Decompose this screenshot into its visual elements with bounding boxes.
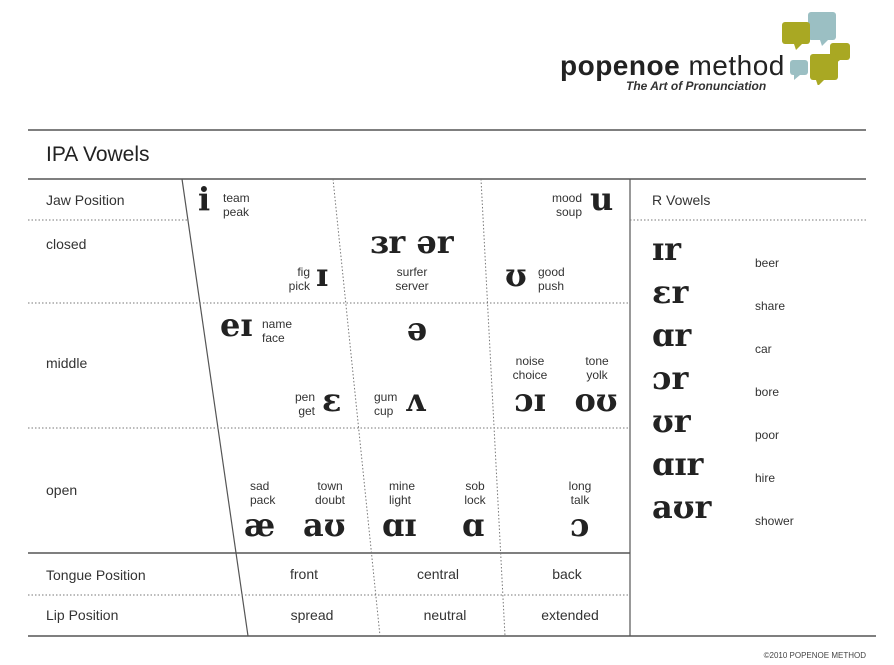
word: cup bbox=[374, 404, 394, 418]
ipa: ɑɪr bbox=[652, 445, 704, 483]
word: get bbox=[298, 404, 315, 418]
r-vowel-item bbox=[652, 488, 794, 531]
words-I bbox=[270, 265, 310, 293]
word: shower bbox=[755, 514, 794, 528]
r-vowels-list bbox=[652, 230, 794, 531]
brand-name-light: method bbox=[688, 50, 785, 81]
word: good bbox=[538, 265, 565, 279]
word: noise bbox=[515, 354, 545, 368]
word: sob bbox=[465, 479, 485, 493]
word: server bbox=[395, 279, 429, 293]
r-vowel-item bbox=[652, 359, 780, 402]
tongue-front: front bbox=[289, 566, 318, 582]
tongue-central: central bbox=[416, 566, 460, 582]
word: yolk bbox=[586, 368, 608, 382]
word: talk bbox=[570, 493, 590, 507]
r-vowel-item bbox=[652, 316, 772, 359]
ipa-schwa: ə bbox=[406, 310, 428, 348]
word: poor bbox=[755, 428, 780, 442]
ipa-o: ɔ bbox=[570, 506, 590, 544]
word: pack bbox=[250, 493, 276, 507]
word: soup bbox=[555, 205, 582, 219]
row-label-closed: closed bbox=[46, 236, 87, 252]
word: hire bbox=[755, 471, 776, 485]
r-vowel-item bbox=[652, 273, 786, 316]
word: choice bbox=[512, 368, 548, 382]
lip-spread: spread bbox=[290, 607, 334, 623]
word: peak bbox=[223, 205, 250, 219]
word: surfer bbox=[396, 265, 428, 279]
words-V bbox=[374, 390, 397, 418]
brand-tagline: The Art of Pronunciation bbox=[626, 79, 767, 93]
lip-extended: extended bbox=[541, 607, 599, 623]
ipa: ɛr bbox=[652, 273, 689, 311]
page-title: IPA Vowels bbox=[46, 143, 150, 166]
word: push bbox=[538, 279, 565, 293]
ipa-u: u bbox=[590, 180, 614, 218]
word: fig bbox=[297, 265, 310, 279]
r-vowel-item bbox=[652, 230, 780, 273]
ipa-V: ʌ bbox=[405, 381, 426, 419]
word: bore bbox=[755, 385, 780, 399]
word: share bbox=[755, 299, 786, 313]
word: face bbox=[262, 331, 285, 345]
word: mine bbox=[389, 479, 416, 493]
words-aI bbox=[389, 479, 415, 507]
word: pen bbox=[294, 390, 315, 404]
row-label-open: open bbox=[46, 482, 78, 498]
words-a bbox=[455, 479, 495, 507]
ipa-aU: aʊ bbox=[303, 506, 346, 544]
word: light bbox=[389, 493, 412, 507]
ipa: ʊr bbox=[652, 402, 691, 440]
words-u bbox=[530, 191, 582, 219]
word: lock bbox=[464, 493, 486, 507]
word: long bbox=[568, 479, 592, 493]
word: car bbox=[755, 342, 772, 356]
words-ae bbox=[250, 479, 275, 507]
ipa-oI: ɔɪ bbox=[514, 381, 546, 419]
words-U bbox=[538, 265, 565, 293]
r-vowel-item bbox=[652, 402, 780, 445]
row-label-tongue: Tongue Position bbox=[46, 567, 146, 583]
words-i bbox=[223, 191, 250, 219]
ipa-ae: æ bbox=[244, 506, 276, 544]
tongue-back: back bbox=[552, 566, 582, 582]
word: sad bbox=[250, 479, 270, 493]
word: pick bbox=[288, 279, 310, 293]
words-oI bbox=[505, 354, 555, 382]
r-vowels-title: R Vowels bbox=[652, 192, 711, 208]
row-label-lip: Lip Position bbox=[46, 607, 119, 623]
ipa-a: ɑ bbox=[462, 506, 485, 544]
words-E bbox=[275, 390, 315, 418]
ipa-er: ɜr ər bbox=[370, 223, 454, 261]
word: doubt bbox=[314, 493, 346, 507]
copyright: ©2010 POPENOE METHOD bbox=[763, 651, 866, 660]
word: name bbox=[262, 317, 293, 331]
word: team bbox=[223, 191, 250, 205]
ipa-E: ɛ bbox=[322, 381, 342, 419]
word: tone bbox=[585, 354, 609, 368]
words-eI bbox=[262, 317, 292, 345]
row-label-middle: middle bbox=[46, 355, 88, 371]
ipa-aI: ɑɪ bbox=[382, 506, 417, 544]
word: gum bbox=[374, 390, 398, 404]
words-oU bbox=[572, 354, 622, 382]
ipa-eI: eɪ bbox=[220, 306, 253, 344]
ipa-oU: oʊ bbox=[574, 381, 618, 419]
ipa-U: ʊ bbox=[505, 256, 527, 294]
words-er bbox=[372, 265, 452, 293]
word: beer bbox=[755, 256, 780, 270]
lip-neutral: neutral bbox=[423, 607, 467, 623]
ipa-I: ɪ bbox=[316, 256, 329, 294]
row-label-jaw: Jaw Position bbox=[46, 192, 125, 208]
words-o bbox=[560, 479, 600, 507]
ipa: ɪr bbox=[652, 230, 682, 268]
ipa: ɔr bbox=[652, 359, 689, 397]
ipa-i: i bbox=[198, 180, 211, 218]
ipa: aʊr bbox=[652, 488, 712, 526]
r-vowel-item bbox=[652, 445, 776, 488]
words-aU bbox=[305, 479, 355, 507]
word: mood bbox=[551, 191, 582, 205]
word: town bbox=[317, 479, 343, 493]
brand-name-bold: popenoe bbox=[560, 50, 681, 81]
ipa: ɑr bbox=[652, 316, 692, 354]
